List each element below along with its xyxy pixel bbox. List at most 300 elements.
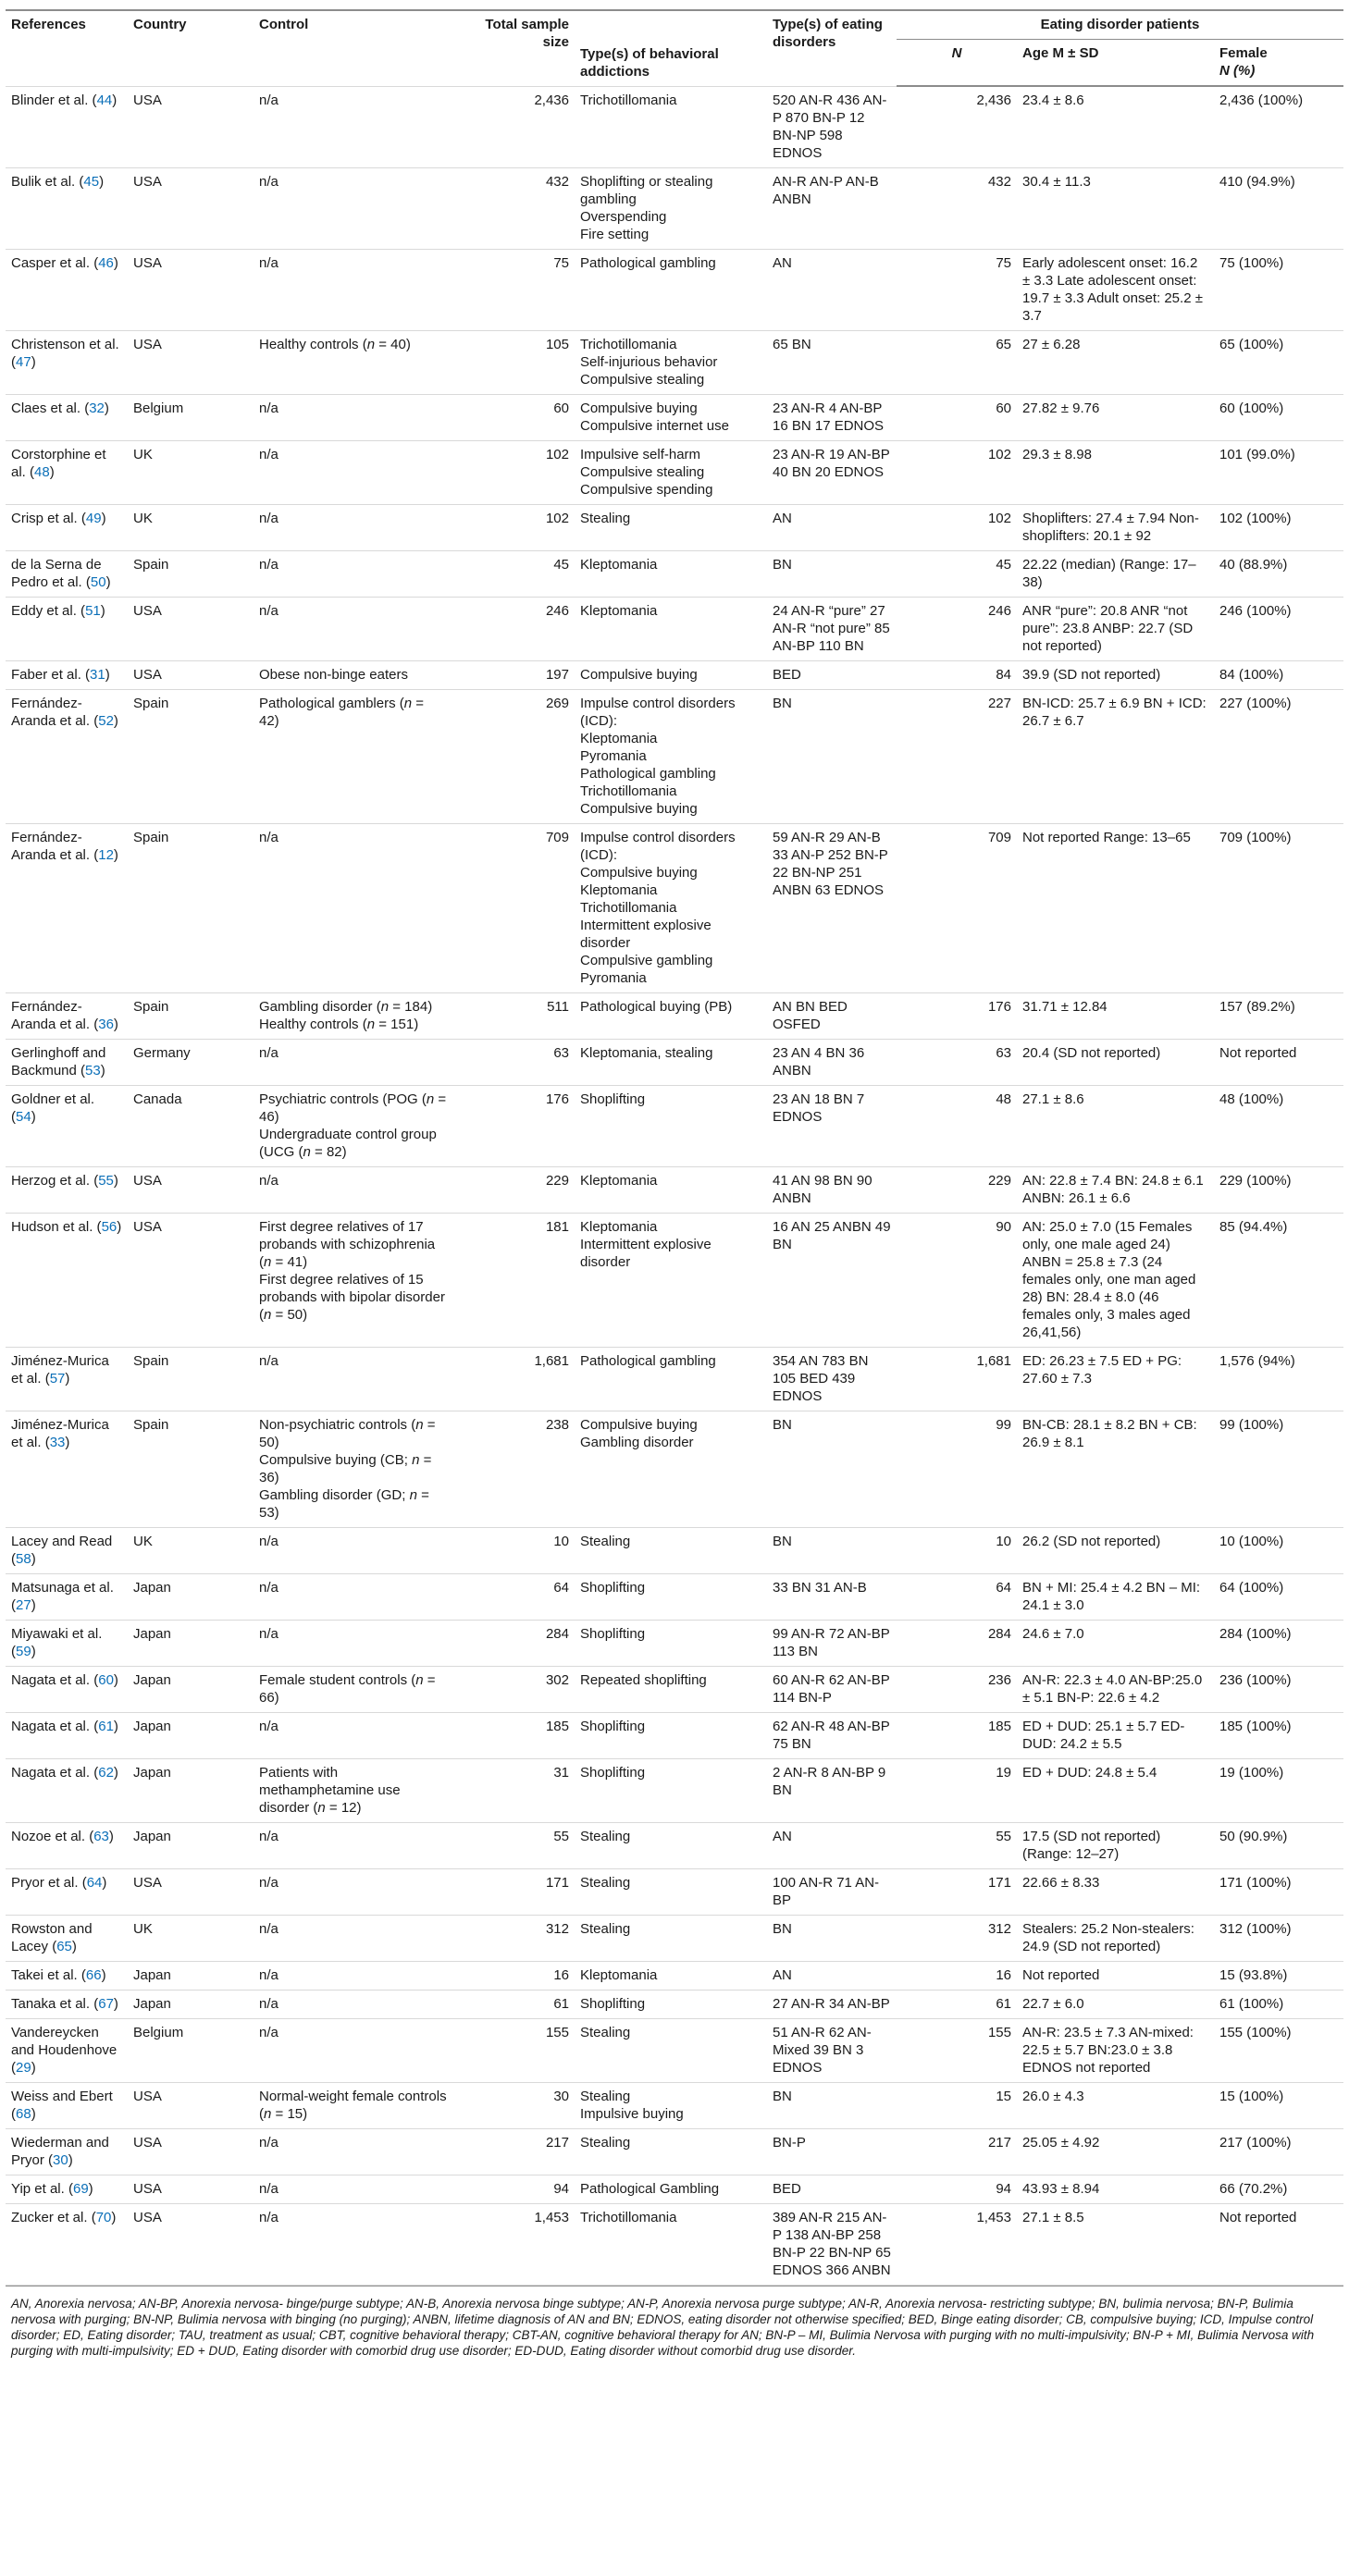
cell-n: 15 bbox=[996, 2088, 1011, 2104]
citation-link[interactable]: 59 bbox=[16, 1643, 31, 1659]
cell-total: 16 bbox=[553, 1966, 569, 1983]
cell-n: 236 bbox=[987, 1671, 1011, 1688]
cell-female: 66 (70.2%) bbox=[1219, 2180, 1288, 2197]
cell-reference: Lacey and Read (58) bbox=[11, 1533, 113, 1567]
cell-country: USA bbox=[133, 92, 162, 108]
citation-link[interactable]: 61 bbox=[98, 1718, 114, 1734]
reference-name: Fernández-Aranda et al. bbox=[11, 829, 91, 863]
cell-behavioral: Kleptomania bbox=[580, 602, 658, 619]
cell-country: Japan bbox=[133, 1764, 171, 1781]
citation-link[interactable]: 69 bbox=[72, 2180, 89, 2197]
cell-n: 64 bbox=[996, 1579, 1011, 1596]
header-female-label: Female bbox=[1219, 45, 1268, 61]
cell-total: 64 bbox=[553, 1579, 569, 1596]
reference-name: Nozoe et al. bbox=[11, 1828, 86, 1844]
cell-eating: 60 AN-R 62 AN-BP 114 BN-P bbox=[773, 1671, 890, 1706]
table-row bbox=[6, 249, 1343, 330]
cell-behavioral: Kleptomania, stealing bbox=[580, 1044, 713, 1061]
cell-female: 171 (100%) bbox=[1219, 1874, 1292, 1891]
cell-eating: 2 AN-R 8 AN-BP 9 BN bbox=[773, 1764, 886, 1798]
header-female bbox=[1214, 40, 1343, 87]
cell-eating: 99 AN-R 72 AN-BP 113 BN bbox=[773, 1625, 890, 1659]
cell-n: 246 bbox=[987, 602, 1011, 619]
cell-n: 99 bbox=[996, 1416, 1011, 1433]
cell-control: n/a bbox=[259, 829, 278, 845]
reference-name: Lacey and Read bbox=[11, 1533, 113, 1549]
cell-country: USA bbox=[133, 2088, 162, 2104]
citation-link[interactable]: 54 bbox=[16, 1108, 31, 1125]
cell-behavioral: Shoplifting bbox=[580, 1718, 646, 1734]
table-row bbox=[6, 504, 1343, 550]
cell-eating: BED bbox=[773, 2180, 801, 2197]
header-behavioral-addictions: Type(s) of behavioral addictions bbox=[575, 10, 767, 86]
cell-age: AN-R: 22.3 ± 4.0 AN-BP:25.0 ± 5.1 BN-P: 22.6 ± 4.2 bbox=[1022, 1671, 1203, 1706]
cell-female: 410 (94.9%) bbox=[1219, 173, 1295, 190]
cell-behavioral: Shoplifting bbox=[580, 1091, 646, 1107]
reference-name: Blinder et al. bbox=[11, 92, 89, 108]
citation-link[interactable]: 33 bbox=[49, 1434, 66, 1450]
cell-total: 217 bbox=[545, 2134, 569, 2151]
cell-control: Patients with methamphetamine use disorder (n = 12) bbox=[259, 1764, 401, 1816]
reference-name: Tanaka et al. bbox=[11, 1995, 91, 2012]
cell-female: Not reported bbox=[1219, 1044, 1297, 1061]
cell-country: Japan bbox=[133, 1718, 171, 1734]
cell-control: n/a bbox=[259, 92, 278, 108]
cell-total: 1,453 bbox=[534, 2209, 569, 2225]
cell-behavioral: Shoplifting bbox=[580, 1579, 646, 1596]
citation-link[interactable]: 65 bbox=[56, 1938, 72, 1954]
cell-total: 155 bbox=[545, 2024, 569, 2040]
cell-reference: Corstorphine et al. (48) bbox=[11, 446, 106, 480]
cell-eating: AN bbox=[773, 254, 792, 271]
cell-behavioral: Shoplifting bbox=[580, 1995, 646, 2012]
citation-link[interactable]: 70 bbox=[95, 2209, 112, 2225]
cell-behavioral: Stealing bbox=[580, 1533, 631, 1549]
cell-female: 101 (99.0%) bbox=[1219, 446, 1295, 462]
cell-country: USA bbox=[133, 1172, 162, 1189]
cell-control: n/a bbox=[259, 1579, 278, 1596]
cell-reference: Herzog et al. (55) bbox=[11, 1172, 118, 1189]
cell-eating: 389 AN-R 215 AN-P 138 AN-BP 258 BN-P 22 BN-NP 65 EDNOS 366 ANBN bbox=[773, 2209, 891, 2278]
cell-female: 157 (89.2%) bbox=[1219, 998, 1295, 1015]
cell-eating: 33 BN 31 AN-B bbox=[773, 1579, 867, 1596]
cell-eating: 23 AN 18 BN 7 EDNOS bbox=[773, 1091, 865, 1125]
citation-link[interactable]: 52 bbox=[98, 712, 114, 729]
table-row bbox=[6, 1039, 1343, 1085]
table-row bbox=[6, 330, 1343, 394]
header-n: N bbox=[897, 40, 1017, 87]
cell-country: UK bbox=[133, 510, 153, 526]
reference-name: Nagata et al. bbox=[11, 1718, 91, 1734]
citation-link[interactable]: 50 bbox=[90, 573, 106, 590]
cell-total: 197 bbox=[545, 666, 569, 683]
reference-name: Takei et al. bbox=[11, 1966, 78, 1983]
cell-behavioral: Stealing bbox=[580, 1828, 631, 1844]
reference-name: Rowston and Lacey bbox=[11, 1920, 93, 1954]
header-country: Country bbox=[128, 10, 254, 86]
cell-control: n/a bbox=[259, 1533, 278, 1549]
cell-control: n/a bbox=[259, 556, 278, 573]
reference-name: Vandereycken and Houdenhove bbox=[11, 2024, 118, 2058]
cell-eating: BN bbox=[773, 2088, 792, 2104]
cell-age: 29.3 ± 8.98 bbox=[1022, 446, 1092, 462]
citation-link[interactable]: 47 bbox=[16, 353, 31, 370]
citation-link[interactable]: 48 bbox=[34, 463, 50, 480]
cell-female: 246 (100%) bbox=[1219, 602, 1292, 619]
cell-control: n/a bbox=[259, 254, 278, 271]
cell-n: 45 bbox=[996, 556, 1011, 573]
reference-name: Miyawaki et al. bbox=[11, 1625, 103, 1642]
cell-n: 16 bbox=[996, 1966, 1011, 1983]
cell-behavioral: Shoplifting or stealing gambling Overspending Fire setting bbox=[580, 173, 713, 242]
cell-control: n/a bbox=[259, 1920, 278, 1937]
cell-age: ED: 26.23 ± 7.5 ED + PG: 27.60 ± 7.3 bbox=[1022, 1352, 1182, 1387]
cell-reference: Weiss and Ebert (68) bbox=[11, 2088, 113, 2122]
table-row bbox=[6, 167, 1343, 249]
cell-total: 229 bbox=[545, 1172, 569, 1189]
citation-link[interactable]: 27 bbox=[16, 1596, 31, 1613]
cell-behavioral: Impulsive self-harm Compulsive stealing Compulsive spending bbox=[580, 446, 713, 498]
cell-country: UK bbox=[133, 1533, 153, 1549]
cell-total: 105 bbox=[545, 336, 569, 352]
cell-country: USA bbox=[133, 1218, 162, 1235]
cell-country: UK bbox=[133, 1920, 153, 1937]
cell-reference: Yip et al. (69) bbox=[11, 2180, 93, 2197]
citation-link[interactable]: 32 bbox=[89, 400, 105, 416]
reference-name: Weiss and Ebert bbox=[11, 2088, 113, 2104]
cell-female: 284 (100%) bbox=[1219, 1625, 1292, 1642]
citation-link[interactable]: 58 bbox=[16, 1550, 31, 1567]
cell-eating: 62 AN-R 48 AN-BP 75 BN bbox=[773, 1718, 890, 1752]
table-row bbox=[6, 1166, 1343, 1213]
table-row bbox=[6, 597, 1343, 660]
cell-control: n/a bbox=[259, 400, 278, 416]
cell-eating: AN bbox=[773, 1828, 792, 1844]
cell-total: 10 bbox=[553, 1533, 569, 1549]
cell-age: Early adolescent onset: 16.2 ± 3.3 Late adolescent onset: 19.7 ± 3.3 Adult onset: 25.2 ± 3.7 bbox=[1022, 254, 1203, 324]
cell-n: 102 bbox=[987, 446, 1011, 462]
table-row bbox=[6, 1822, 1343, 1868]
cell-reference: Wiederman and Pryor (30) bbox=[11, 2134, 109, 2168]
cell-country: Spain bbox=[133, 695, 169, 711]
citation-link[interactable]: 45 bbox=[83, 173, 100, 190]
cell-reference: Nagata et al. (61) bbox=[11, 1718, 118, 1734]
table-row bbox=[6, 992, 1343, 1039]
cell-age: 43.93 ± 8.94 bbox=[1022, 2180, 1100, 2197]
cell-female: 99 (100%) bbox=[1219, 1416, 1284, 1433]
cell-country: Japan bbox=[133, 1828, 171, 1844]
citation-link[interactable]: 49 bbox=[85, 510, 102, 526]
citation-link[interactable]: 57 bbox=[49, 1370, 66, 1387]
cell-control: n/a bbox=[259, 2180, 278, 2197]
cell-age: 22.22 (median) (Range: 17–38) bbox=[1022, 556, 1196, 590]
cell-age: AN: 22.8 ± 7.4 BN: 24.8 ± 6.1 ANBN: 26.1 ± 6.6 bbox=[1022, 1172, 1204, 1206]
table-row bbox=[6, 1868, 1343, 1915]
cell-n: 185 bbox=[987, 1718, 1011, 1734]
reference-name: Wiederman and Pryor bbox=[11, 2134, 109, 2168]
cell-total: 432 bbox=[545, 173, 569, 190]
cell-behavioral: Compulsive buying bbox=[580, 666, 698, 683]
cell-reference: Goldner et al. (54) bbox=[11, 1091, 95, 1125]
cell-total: 511 bbox=[547, 998, 569, 1015]
citation-link[interactable]: 44 bbox=[96, 92, 113, 108]
cell-country: Canada bbox=[133, 1091, 182, 1107]
header-eating-disorders: Type(s) of eating disorders bbox=[767, 10, 897, 86]
cell-control: n/a bbox=[259, 510, 278, 526]
cell-age: 24.6 ± 7.0 bbox=[1022, 1625, 1084, 1642]
cell-control: n/a bbox=[259, 173, 278, 190]
cell-total: 181 bbox=[545, 1218, 569, 1235]
cell-reference: de la Serna de Pedro et al. (50) bbox=[11, 556, 111, 590]
cell-n: 48 bbox=[996, 1091, 1011, 1107]
cell-eating: BN bbox=[773, 1533, 792, 1549]
cell-female: 709 (100%) bbox=[1219, 829, 1292, 845]
citation-link[interactable]: 67 bbox=[98, 1995, 114, 2012]
cell-n: 94 bbox=[996, 2180, 1011, 2197]
cell-eating: 51 AN-R 62 AN-Mixed 39 BN 3 EDNOS bbox=[773, 2024, 872, 2076]
table-row bbox=[6, 2175, 1343, 2203]
cell-n: 217 bbox=[987, 2134, 1011, 2151]
cell-control: n/a bbox=[259, 1718, 278, 1734]
cell-n: 84 bbox=[996, 666, 1011, 683]
cell-control: Gambling disorder (n = 184) Healthy controls (n = 151) bbox=[259, 998, 433, 1032]
cell-n: 19 bbox=[996, 1764, 1011, 1781]
cell-control: Psychiatric controls (POG (n = 46) Undergraduate control group (UCG (n = 82) bbox=[259, 1091, 447, 1160]
cell-age: ED + DUD: 25.1 ± 5.7 ED-DUD: 24.2 ± 5.5 bbox=[1022, 1718, 1185, 1752]
reference-name: Christenson et al. bbox=[11, 336, 119, 352]
cell-total: 171 bbox=[545, 1874, 569, 1891]
cell-age: 27 ± 6.28 bbox=[1022, 336, 1081, 352]
citation-link[interactable]: 36 bbox=[98, 1016, 114, 1032]
reference-name: Corstorphine et al. bbox=[11, 446, 106, 480]
cell-female: 85 (94.4%) bbox=[1219, 1218, 1288, 1235]
reference-name: Hudson et al. bbox=[11, 1218, 93, 1235]
citation-link[interactable]: 56 bbox=[101, 1218, 118, 1235]
cell-eating: 65 BN bbox=[773, 336, 811, 352]
cell-age: 27.82 ± 9.76 bbox=[1022, 400, 1100, 416]
cell-control: n/a bbox=[259, 446, 278, 462]
cell-female: 15 (100%) bbox=[1219, 2088, 1284, 2104]
table-row bbox=[6, 1666, 1343, 1712]
cell-control: n/a bbox=[259, 1044, 278, 1061]
table-row bbox=[6, 2018, 1343, 2082]
cell-reference: Miyawaki et al. (59) bbox=[11, 1625, 103, 1659]
cell-country: USA bbox=[133, 2209, 162, 2225]
table-footnote: AN, Anorexia nervosa; AN-BP, Anorexia nervosa- binge/purge subtype; AN-B, Anorexia nervosa binge subtype; AN-P, Anorexia nervosa purge subtype; AN-R, Anorexia nervosa- restricting subtype; BN, bulimia nervosa; BN-P, Bulimia nervosa with purging; BN-NP, Bulimia nervosa with binging (no purging); ANBN, lifetime diagnosis of AN and BN; EDNOS, eating disorder not otherwise specified; BED, Binge eating disorder; CB, compulsive buying; ICD, Impulse control disorder; ED, Eating disorder; TAU, treatment as usual; CBT, cognitive behavioral therapy; CBT-AN, cognitive behavioral therapy for AN; BN-P – MI, Bulimia Nervosa with purging with no multi-impulsivity; BN-P + MI, Bulimia Nervosa with purging with multi-impulsivity; ED + DUD, Eating disorder with comorbid drug use disorder; ED-DUD, Eating disorder without comorbid drug use disorder. bbox=[6, 2286, 1343, 2359]
reference-name: Nagata et al. bbox=[11, 1764, 91, 1781]
table-row bbox=[6, 823, 1343, 992]
cell-age: 30.4 ± 11.3 bbox=[1022, 173, 1091, 190]
citation-link[interactable]: 51 bbox=[85, 602, 101, 619]
header-total-sample-size: Total sample size bbox=[452, 10, 575, 86]
cell-n: 171 bbox=[987, 1874, 1011, 1891]
cell-total: 709 bbox=[545, 829, 569, 845]
cell-total: 246 bbox=[545, 602, 569, 619]
citation-link[interactable]: 62 bbox=[98, 1764, 114, 1781]
cell-eating: 27 AN-R 34 AN-BP bbox=[773, 1995, 890, 2012]
citation-link[interactable]: 63 bbox=[93, 1828, 109, 1844]
citation-link[interactable]: 66 bbox=[85, 1966, 102, 1983]
cell-age: 22.66 ± 8.33 bbox=[1022, 1874, 1100, 1891]
table-row bbox=[6, 1758, 1343, 1822]
cell-country: Japan bbox=[133, 1625, 171, 1642]
cell-behavioral: Stealing bbox=[580, 510, 631, 526]
reference-name: Faber et al. bbox=[11, 666, 81, 683]
cell-reference: Claes et al. (32) bbox=[11, 400, 109, 416]
cell-country: Spain bbox=[133, 998, 169, 1015]
cell-female: 40 (88.9%) bbox=[1219, 556, 1288, 573]
table-row bbox=[6, 1347, 1343, 1411]
cell-total: 284 bbox=[545, 1625, 569, 1642]
cell-behavioral: Shoplifting bbox=[580, 1764, 646, 1781]
table-row bbox=[6, 689, 1343, 823]
cell-reference: Crisp et al. (49) bbox=[11, 510, 106, 526]
cell-control: n/a bbox=[259, 1995, 278, 2012]
table-row bbox=[6, 2203, 1343, 2285]
cell-n: 432 bbox=[987, 173, 1011, 190]
cell-age: 23.4 ± 8.6 bbox=[1022, 92, 1084, 108]
citation-link[interactable]: 64 bbox=[86, 1874, 103, 1891]
table-row bbox=[6, 394, 1343, 440]
citation-link[interactable]: 60 bbox=[98, 1671, 114, 1688]
cell-total: 102 bbox=[545, 446, 569, 462]
citation-link[interactable]: 53 bbox=[85, 1062, 101, 1078]
cell-behavioral: Pathological Gambling bbox=[580, 2180, 720, 2197]
reference-name: de la Serna de Pedro et al. bbox=[11, 556, 102, 590]
cell-eating: AN bbox=[773, 510, 792, 526]
cell-country: Spain bbox=[133, 1416, 169, 1433]
citation-link[interactable]: 30 bbox=[53, 2151, 68, 2168]
cell-control: n/a bbox=[259, 1625, 278, 1642]
table-row bbox=[6, 1213, 1343, 1347]
cell-total: 30 bbox=[553, 2088, 569, 2104]
citation-link[interactable]: 68 bbox=[16, 2105, 31, 2122]
cell-eating: 16 AN 25 ANBN 49 BN bbox=[773, 1218, 891, 1252]
cell-behavioral: Shoplifting bbox=[580, 1625, 646, 1642]
reference-name: Jiménez-Murica et al. bbox=[11, 1416, 109, 1450]
cell-control: Non-psychiatric controls (n = 50) Compulsive buying (CB; n = 36) Gambling disorder (GD; n = 53) bbox=[259, 1416, 436, 1521]
cell-behavioral: Stealing Impulsive buying bbox=[580, 2088, 684, 2122]
cell-reference: Nagata et al. (62) bbox=[11, 1764, 118, 1781]
header-references: References bbox=[6, 10, 128, 86]
cell-n: 10 bbox=[996, 1533, 1011, 1549]
cell-total: 2,436 bbox=[534, 92, 569, 108]
cell-eating: 23 AN 4 BN 36 ANBN bbox=[773, 1044, 865, 1078]
cell-age: 31.71 ± 12.84 bbox=[1022, 998, 1108, 1015]
cell-female: 48 (100%) bbox=[1219, 1091, 1284, 1107]
cell-country: USA bbox=[133, 254, 162, 271]
citation-link[interactable]: 46 bbox=[98, 254, 114, 271]
cell-female: 236 (100%) bbox=[1219, 1671, 1292, 1688]
cell-eating: BN bbox=[773, 1416, 792, 1433]
cell-female: 84 (100%) bbox=[1219, 666, 1284, 683]
cell-reference: Hudson et al. (56) bbox=[11, 1218, 122, 1235]
cell-age: AN-R: 23.5 ± 7.3 AN-mixed: 22.5 ± 5.7 BN:23.0 ± 3.8 EDNOS not reported bbox=[1022, 2024, 1194, 2076]
cell-n: 1,681 bbox=[976, 1352, 1011, 1369]
cell-country: USA bbox=[133, 666, 162, 683]
cell-age: 27.1 ± 8.5 bbox=[1022, 2209, 1084, 2225]
cell-age: ANR “pure”: 20.8 ANR “not pure”: 23.8 ANBP: 22.7 (SD not reported) bbox=[1022, 602, 1194, 654]
cell-behavioral: Compulsive buying Compulsive internet use bbox=[580, 400, 729, 434]
table-row bbox=[6, 1712, 1343, 1758]
cell-control: First degree relatives of 17 probands with schizophrenia (n = 41) First degree relatives of 15 probands with bipolar disorder (n = 50) bbox=[259, 1218, 445, 1323]
cell-reference: Takei et al. (66) bbox=[11, 1966, 106, 1983]
cell-eating: 23 AN-R 19 AN-BP 40 BN 20 EDNOS bbox=[773, 446, 890, 480]
cell-female: 61 (100%) bbox=[1219, 1995, 1284, 2012]
citation-link[interactable]: 31 bbox=[90, 666, 105, 683]
cell-eating: AN bbox=[773, 1966, 792, 1983]
cell-control: n/a bbox=[259, 2134, 278, 2151]
cell-n: 227 bbox=[987, 695, 1011, 711]
cell-n: 55 bbox=[996, 1828, 1011, 1844]
table-row bbox=[6, 1573, 1343, 1620]
cell-eating: 59 AN-R 29 AN-B 33 AN-P 252 BN-P 22 BN-NP 251 ANBN 63 EDNOS bbox=[773, 829, 888, 898]
cell-total: 55 bbox=[553, 1828, 569, 1844]
cell-country: USA bbox=[133, 173, 162, 190]
cell-age: 39.9 (SD not reported) bbox=[1022, 666, 1161, 683]
cell-total: 61 bbox=[553, 1995, 569, 2012]
cell-age: ED + DUD: 24.8 ± 5.4 bbox=[1022, 1764, 1157, 1781]
reference-name: Goldner et al. bbox=[11, 1091, 95, 1107]
reference-name: Nagata et al. bbox=[11, 1671, 91, 1688]
cell-female: 65 (100%) bbox=[1219, 336, 1284, 352]
citation-link[interactable]: 29 bbox=[16, 2059, 31, 2076]
table-row bbox=[6, 1411, 1343, 1527]
table-row bbox=[6, 1990, 1343, 2018]
cell-female: 10 (100%) bbox=[1219, 1533, 1284, 1549]
cell-country: USA bbox=[133, 2134, 162, 2151]
header-female-unit: N (%) bbox=[1219, 63, 1256, 79]
reference-name: Fernández-Aranda et al. bbox=[11, 998, 91, 1032]
cell-reference: Eddy et al. (51) bbox=[11, 602, 105, 619]
cell-female: 1,576 (94%) bbox=[1219, 1352, 1295, 1369]
cell-female: 217 (100%) bbox=[1219, 2134, 1292, 2151]
cell-eating: 41 AN 98 BN 90 ANBN bbox=[773, 1172, 873, 1206]
reference-name: Crisp et al. bbox=[11, 510, 78, 526]
cell-country: Belgium bbox=[133, 400, 184, 416]
cell-control: n/a bbox=[259, 1874, 278, 1891]
cell-behavioral: Trichotillomania Self-injurious behavior Compulsive stealing bbox=[580, 336, 718, 388]
table-row bbox=[6, 1915, 1343, 1961]
cell-n: 90 bbox=[996, 1218, 1011, 1235]
reference-name: Jiménez-Murica et al. bbox=[11, 1352, 109, 1387]
cell-age: BN-ICD: 25.7 ± 6.9 BN + ICD: 26.7 ± 6.7 bbox=[1022, 695, 1207, 729]
cell-eating: BN bbox=[773, 1920, 792, 1937]
cell-female: 64 (100%) bbox=[1219, 1579, 1284, 1596]
cell-age: 20.4 (SD not reported) bbox=[1022, 1044, 1161, 1061]
cell-age: 25.05 ± 4.92 bbox=[1022, 2134, 1100, 2151]
cell-control: Normal-weight female controls (n = 15) bbox=[259, 2088, 447, 2122]
cell-control: n/a bbox=[259, 1352, 278, 1369]
cell-country: USA bbox=[133, 602, 162, 619]
cell-reference: Blinder et al. (44) bbox=[11, 92, 118, 108]
cell-eating: BED bbox=[773, 666, 801, 683]
cell-total: 269 bbox=[545, 695, 569, 711]
cell-total: 238 bbox=[545, 1416, 569, 1433]
cell-country: Japan bbox=[133, 1579, 171, 1596]
cell-country: Belgium bbox=[133, 2024, 184, 2040]
cell-control: n/a bbox=[259, 1828, 278, 1844]
citation-link[interactable]: 12 bbox=[98, 846, 114, 863]
cell-age: AN: 25.0 ± 7.0 (15 Females only, one male aged 24) ANBN = 25.8 ± 7.3 (24 females only, one man aged 28) BN: 28.4 ± 8.0 (46 females only, 3 males aged 26,41,56) bbox=[1022, 1218, 1196, 1340]
cell-eating: 354 AN 783 BN 105 BED 439 EDNOS bbox=[773, 1352, 869, 1404]
citation-link[interactable]: 55 bbox=[98, 1172, 114, 1189]
cell-behavioral: Stealing bbox=[580, 1874, 631, 1891]
cell-eating: 100 AN-R 71 AN-BP bbox=[773, 1874, 880, 1908]
cell-reference: Fernández-Aranda et al. (52) bbox=[11, 695, 118, 729]
table-row bbox=[6, 1527, 1343, 1573]
table-header bbox=[6, 10, 1343, 86]
